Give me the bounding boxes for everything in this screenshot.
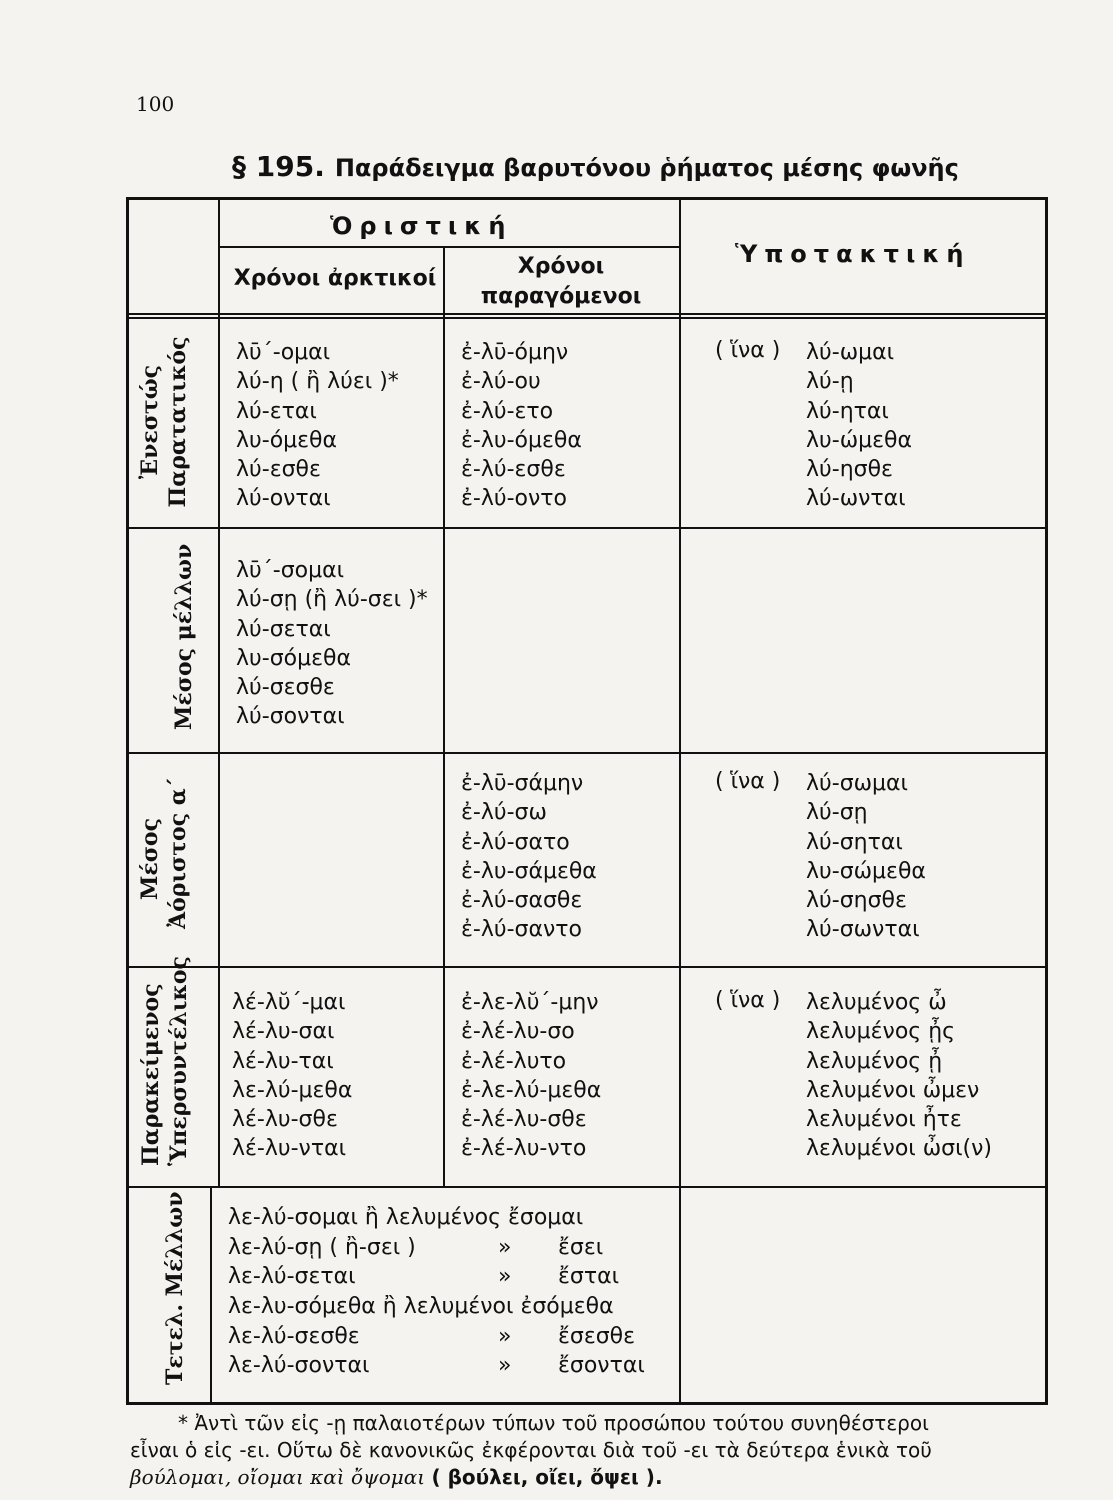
label-line: Τετελ. Μέλλων [162, 1191, 188, 1385]
verb-form: ἐ-λυ-σάμεθα [461, 858, 597, 884]
verb-form: λυ-ώμεθα [806, 427, 912, 453]
hina-prefix: ( ἵνα ) [715, 338, 781, 363]
future-perfect-line [228, 1294, 668, 1324]
verb-form: λύ-η ( ἢ λύει )* [236, 369, 399, 395]
hina-prefix: ( ἵνα ) [715, 988, 781, 1013]
verb-form: λύ-σησθε [806, 888, 907, 914]
verb-form: λελυμένοι ἦτε [806, 1107, 962, 1133]
verb-form: λύ-σηται [806, 829, 903, 855]
header-oristiki: Ὁριστική [330, 212, 513, 240]
header-line: Χρόνοι [517, 254, 605, 279]
verb-form: ἐ-λῡ-σάμην [461, 771, 584, 796]
footnote-italic: βούλομαι, οἴομαι καὶ ὄψομαι [130, 1465, 426, 1489]
hina-prefix: ( ἵνα ) [715, 769, 781, 794]
ditto-mark: » [498, 1323, 512, 1349]
verb-form: λύ-σονται [236, 704, 345, 730]
footnote [130, 1410, 1060, 1491]
verb-form: ἐ-λύ-εσθε [461, 457, 566, 483]
verb-form: ἐ-λε-λύ-μεθα [461, 1077, 602, 1103]
verb-form: λέ-λυ-σθε [232, 1107, 338, 1133]
future-perfect-line [228, 1205, 668, 1235]
forms-enestos-arktikoi [236, 338, 399, 514]
table-line [128, 966, 1046, 968]
label-line: Μέσος μέλλων [171, 543, 197, 730]
future-perfect-line [228, 1235, 668, 1265]
verb-form: λύ-ωνται [806, 486, 906, 512]
footnote-bold: ( βούλει, οἴει, ὄψει ). [431, 1465, 663, 1489]
future-perfect-line [228, 1324, 668, 1354]
header-ypotaktiki: Ὑποτακτική [735, 240, 971, 268]
verb-form: λύ-σωνται [806, 917, 920, 943]
verb-form: λύ-ονται [236, 486, 331, 512]
verb-form: λύ-εται [236, 398, 317, 424]
verb-form: λελυμένοι ὦσι(ν) [806, 1136, 993, 1162]
table-line [443, 246, 445, 1186]
forms-ypersyntelikos [461, 988, 601, 1164]
heading-title: Παράδειγμα βαρυτόνου ῥήματος μέσης φωνῆς [334, 154, 959, 182]
table-line [128, 317, 1046, 319]
header-xronoi-paragomenoi [445, 252, 677, 312]
future-perfect-line [228, 1264, 668, 1294]
form-part: ἔσει [558, 1234, 604, 1260]
verb-form: λύ-σῃ (ἢ λύ-σει )* [236, 587, 428, 613]
verb-form: λῡ΄-ομαι [236, 340, 331, 365]
verb-form: λυ-όμεθα [236, 427, 337, 453]
forms-mellon-arktikoi [236, 556, 428, 732]
verb-form: λύ-ωμαι [806, 340, 895, 365]
forms-aoristos-paragomenoi [461, 769, 597, 945]
form-part: ἔσται [558, 1264, 620, 1290]
verb-form: ἐ-λύ-σατο [461, 829, 570, 855]
verb-form: λύ-σῃ [806, 800, 868, 826]
row-label-tetel-mellon [161, 1191, 189, 1385]
form-part: λε-λύ-σονται [228, 1353, 370, 1379]
ditto-mark: » [498, 1234, 512, 1260]
forms-enestos-ypotaktiki [806, 338, 912, 514]
label-line: Ὑπερσυντέλικος [166, 956, 192, 1166]
forms-paratatikos [461, 338, 582, 514]
row-label-enestos [136, 332, 192, 512]
verb-form: ἐ-λέ-λυτο [461, 1048, 567, 1074]
table-line [218, 199, 220, 1187]
row-label-parakeimenos [137, 956, 193, 1166]
forms-parakeimenos-ypotaktiki [806, 988, 992, 1164]
verb-form: ἐ-λύ-ου [461, 369, 541, 395]
section-number: § 195. [232, 150, 325, 183]
verb-form: ἐ-λέ-λυ-σθε [461, 1107, 587, 1133]
verb-form: λύ-σεσθε [236, 675, 335, 701]
label-line: Ἀόριστος α΄ [165, 777, 191, 929]
form-part: ἔσονται [558, 1353, 645, 1379]
table-line [210, 1187, 212, 1403]
verb-form: λέ-λυ-σαι [232, 1019, 335, 1045]
header-xronoi-arktikoi: Χρόνοι ἀρκτικοί [233, 266, 437, 291]
table-line [679, 199, 681, 1403]
table-line [128, 1186, 1046, 1188]
verb-form: ἐ-λύ-σασθε [461, 888, 583, 914]
verb-form: λέ-λυ-νται [232, 1136, 347, 1162]
form-part: λε-λύ-σεται [228, 1264, 356, 1290]
row-label-aoristos [136, 777, 192, 929]
verb-form: ἐ-λυ-όμεθα [461, 427, 582, 453]
verb-form: λυ-σόμεθα [236, 645, 351, 671]
forms-parakeimenos-arktikoi [232, 988, 352, 1164]
form-part: λε-λύ-σεσθε [228, 1323, 360, 1349]
ditto-mark: » [498, 1353, 512, 1379]
header-line: παραγόμενοι [480, 284, 642, 309]
row-label-mellon [170, 543, 198, 730]
verb-form: ἐ-λῡ-όμην [461, 340, 569, 365]
footnote-line [130, 1464, 1060, 1491]
verb-form: λυ-σώμεθα [806, 858, 926, 884]
verb-form: ἐ-λέ-λυ-σο [461, 1019, 575, 1045]
page-number: 100 [136, 92, 175, 116]
verb-form: ἐ-λύ-οντο [461, 486, 567, 512]
verb-form: ἐ-λέ-λυ-ντο [461, 1136, 587, 1162]
label-line: Μέσος [137, 817, 163, 901]
table-line [128, 527, 1046, 529]
verb-form: ἐ-λύ-σαντο [461, 917, 582, 943]
verb-form: λύ-ῃ [806, 369, 854, 395]
label-line: Παρακείμενος [138, 983, 164, 1166]
verb-form: λελυμένοι ὦμεν [806, 1077, 980, 1103]
verb-form: λέ-λῠ΄-μαι [232, 990, 346, 1015]
table-line [128, 313, 1046, 315]
page-heading [232, 150, 959, 183]
verb-form: λελυμένος ὦ [806, 990, 947, 1015]
form-part: λε-λυ-σόμεθα ἢ λελυμένοι ἐσόμεθα [228, 1294, 614, 1320]
verb-form: λύ-εσθε [236, 457, 321, 483]
table-line [128, 752, 1046, 754]
verb-form: ἐ-λε-λῠ΄-μην [461, 990, 599, 1015]
verb-form: λύ-σεται [236, 616, 331, 642]
verb-form: λελυμένος ᾖ [806, 1048, 943, 1074]
verb-form: λύ-ηται [806, 398, 889, 424]
form-part: ἔσεσθε [558, 1323, 636, 1349]
verb-form: ἐ-λύ-σω [461, 800, 547, 826]
forms-tetel-mellon [228, 1205, 668, 1383]
table-line [220, 246, 680, 248]
verb-form: λύ-σωμαι [806, 771, 908, 796]
footnote-line: εἶναι ὁ εἰς -ει. Οὕτω δὲ κανονικῶς ἐκφέρονται διὰ τοῦ -ει τὰ δεύτερα ἑνικὰ τοῦ [130, 1438, 932, 1462]
label-line: Παρατατικός [165, 336, 191, 508]
form-part: λε-λύ-σομαι ἢ λελυμένος ἔσομαι [228, 1205, 584, 1230]
future-perfect-line [228, 1353, 668, 1383]
verb-form: λῡ΄-σομαι [236, 558, 345, 583]
verb-form: ἐ-λύ-ετο [461, 398, 554, 424]
verb-form: λέ-λυ-ται [232, 1048, 334, 1074]
forms-aoristos-ypotaktiki [806, 769, 926, 945]
ditto-mark: » [498, 1264, 512, 1290]
verb-form: λε-λύ-μεθα [232, 1077, 353, 1103]
label-line: Ἐνεστώς [137, 364, 163, 480]
verb-form: λελυμένος ᾖς [806, 1019, 956, 1045]
footnote-line: * Ἀντὶ τῶν εἰς -ῃ παλαιοτέρων τύπων τοῦ προσώπου τούτου συνηθέστεροι [178, 1411, 929, 1435]
verb-form: λύ-ησθε [806, 457, 893, 483]
form-part: λε-λύ-σῃ ( ἢ-σει ) [228, 1234, 416, 1260]
